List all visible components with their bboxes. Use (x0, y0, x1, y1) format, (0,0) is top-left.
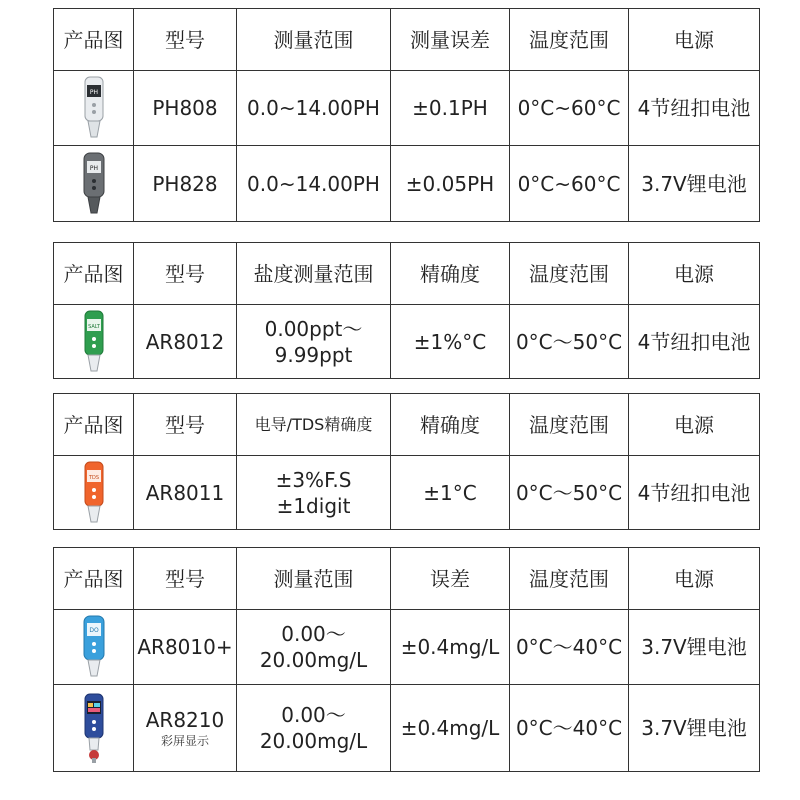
header-range: 盐度测量范围 (237, 243, 391, 305)
header-image: 产品图 (54, 243, 134, 305)
power-cell: 4节纽扣电池 (629, 305, 760, 379)
temp-cell: 0°C～40°C (510, 610, 629, 685)
range-cell: 0.0~14.00PH (237, 146, 391, 222)
temp-cell: 0°C～50°C (510, 305, 629, 379)
product-image (54, 71, 134, 146)
ph808-pen-image (79, 75, 109, 141)
header-accuracy: 精确度 (391, 394, 510, 456)
header-error: 误差 (391, 548, 510, 610)
model-cell: PH808 (134, 71, 237, 146)
table-row (54, 456, 760, 530)
range-cell: 0.0~14.00PH (237, 71, 391, 146)
table-header-row (54, 548, 760, 610)
header-power: 电源 (629, 394, 760, 456)
range-cell (237, 610, 391, 685)
range-line-2: 9.99ppt (274, 342, 353, 367)
range-cell (237, 305, 391, 379)
header-error: 测量误差 (391, 9, 510, 71)
accuracy-line-1: ±3%F.S (275, 467, 352, 492)
table-header-row (54, 243, 760, 305)
table-row (54, 71, 760, 146)
error-cell: ±0.4mg/L (391, 610, 510, 685)
table-header-row (54, 394, 760, 456)
accuracy-cell: ±1%°C (391, 305, 510, 379)
header-power: 电源 (629, 9, 760, 71)
model-cell: AR8010+ (134, 610, 237, 685)
model-cell: AR8012 (134, 305, 237, 379)
spec-table-dissolved-oxygen (53, 547, 760, 772)
model-cell (134, 685, 237, 772)
error-cell: ±0.1PH (391, 71, 510, 146)
svg-text:TDS: TDS (88, 474, 99, 481)
header-range: 测量范围 (237, 548, 391, 610)
accuracy-cell: ±1°C (391, 456, 510, 530)
range-line-1: 0.00～ (281, 622, 346, 646)
spec-table-tds (53, 393, 760, 530)
temp-cell: 0°C～50°C (510, 456, 629, 530)
power-cell: 4节纽扣电池 (629, 71, 760, 146)
error-cell: ±0.4mg/L (391, 685, 510, 772)
range-line-2: 20.00mg/L (259, 729, 368, 753)
header-model: 型号 (134, 394, 237, 456)
header-range: 测量范围 (237, 9, 391, 71)
range-line-1: 0.00～ (281, 703, 346, 727)
accuracy-value-cell (237, 456, 391, 530)
error-cell: ±0.05PH (391, 146, 510, 222)
ar8010plus-pen-image (79, 614, 109, 680)
power-cell: 3.7V锂电池 (629, 146, 760, 222)
header-range: 电导/TDS精确度 (237, 394, 391, 456)
product-image (54, 610, 134, 685)
header-model: 型号 (134, 243, 237, 305)
table-row (54, 610, 760, 685)
ph828-pen-image (79, 151, 109, 217)
ar8012-pen-image (79, 309, 109, 375)
header-power: 电源 (629, 243, 760, 305)
product-image (54, 305, 134, 379)
ar8011-pen-image (79, 460, 109, 526)
spec-table-salinity (53, 242, 760, 379)
model-cell: AR8011 (134, 456, 237, 530)
range-line-1: 0.00ppt～ (264, 316, 363, 341)
table-header-row (54, 9, 760, 71)
spec-table-ph (53, 8, 760, 222)
svg-text:DO: DO (88, 627, 99, 634)
product-image (54, 146, 134, 222)
table-row (54, 305, 760, 379)
header-temp: 温度范围 (510, 394, 629, 456)
header-model: 型号 (134, 9, 237, 71)
product-image (54, 456, 134, 530)
power-cell: 3.7V锂电池 (629, 610, 760, 685)
svg-text:PH: PH (89, 89, 98, 96)
svg-text:SALT: SALT (87, 323, 100, 330)
range-cell (237, 685, 391, 772)
header-temp: 温度范围 (510, 548, 629, 610)
power-cell: 4节纽扣电池 (629, 456, 760, 530)
model-name: AR8210 (145, 708, 225, 732)
accuracy-line-2: ±1digit (276, 493, 351, 518)
header-model: 型号 (134, 548, 237, 610)
header-temp: 温度范围 (510, 9, 629, 71)
model-note: 彩屏显示 (160, 734, 209, 748)
temp-cell: 0°C～40°C (510, 685, 629, 772)
header-accuracy: 精确度 (391, 243, 510, 305)
range-line-2: 20.00mg/L (259, 648, 368, 672)
model-cell: PH828 (134, 146, 237, 222)
header-image: 产品图 (54, 548, 134, 610)
header-image: 产品图 (54, 9, 134, 71)
power-cell: 3.7V锂电池 (629, 685, 760, 772)
header-image: 产品图 (54, 394, 134, 456)
ar8210-pen-image (79, 692, 109, 764)
svg-text:PH: PH (89, 164, 98, 172)
product-image (54, 685, 134, 772)
temp-cell: 0°C~60°C (510, 71, 629, 146)
header-power: 电源 (629, 548, 760, 610)
table-row (54, 146, 760, 222)
header-temp: 温度范围 (510, 243, 629, 305)
temp-cell: 0°C~60°C (510, 146, 629, 222)
table-row (54, 685, 760, 772)
